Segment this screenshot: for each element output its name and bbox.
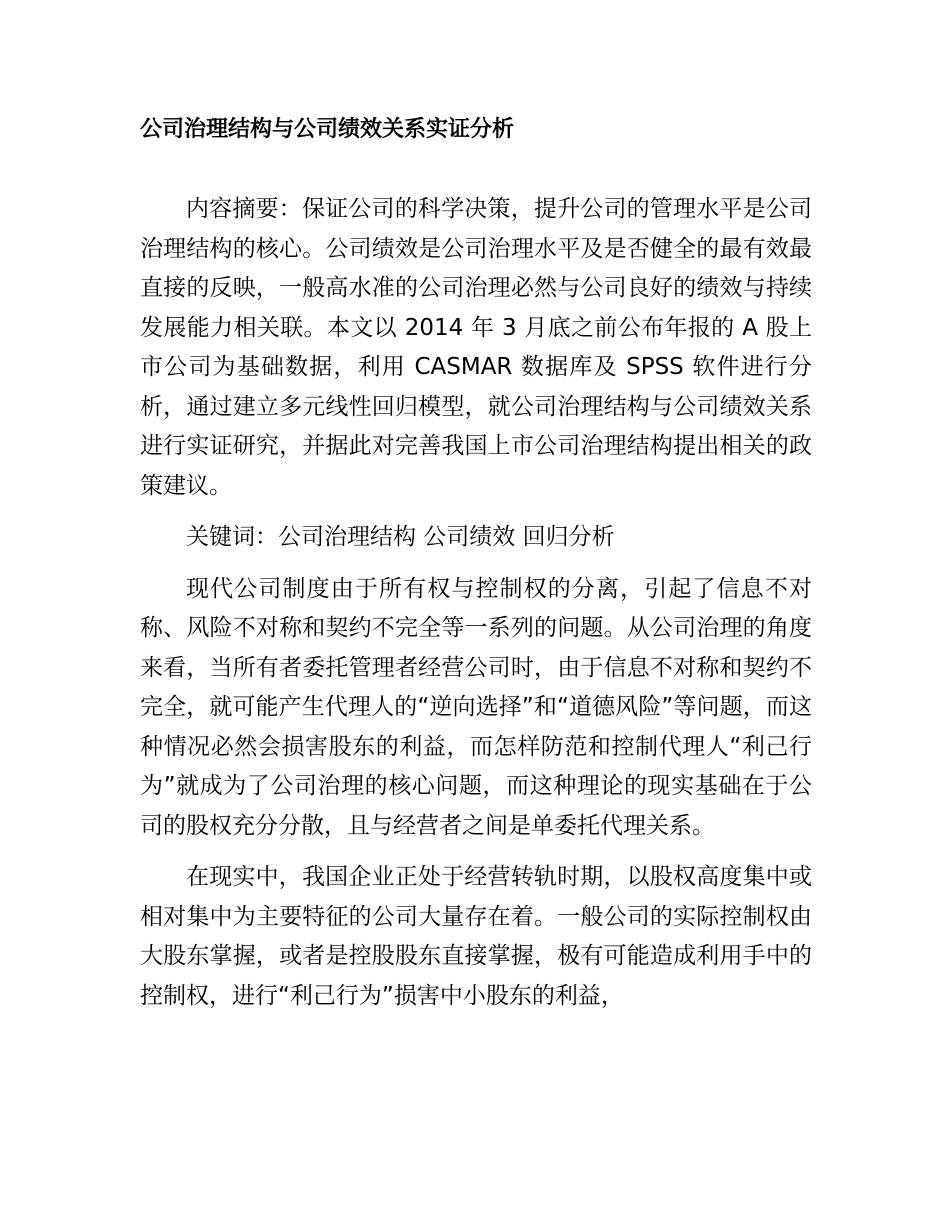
document-page	[140, 110, 812, 1028]
keywords-line: 关键词：公司治理结构 公司绩效 回归分析	[186, 524, 615, 550]
document-title: 公司治理结构与公司绩效关系实证分析	[140, 117, 515, 142]
body-paragraph-2: 在现实中，我国企业正处于经营转轨时期，以股权高度集中或相对集中为主要特征的公司大量存在着。一般公司的实际控制权由大股东掌握，或者是控股股东直接掌握，极有可能造成利用手中的控制权，进行“利己行为”损害中小股东的利益，	[140, 864, 812, 1009]
abstract-paragraph: 内容摘要：保证公司的科学决策，提升公司的管理水平是公司治理结构的核心。公司绩效是公司治理水平及是否健全的最有效最直接的反映，一般高水准的公司治理必然与公司良好的绩效与持续发展能力相关联。本文以 2014 年 3 月底之前公布年报的 A 股上市公司为基础数据，利用 CASMAR 数据库及 SPSS 软件进行分析，通过建立多元线性回归模型，就公司治理结构与公司绩效关系进行实证研究，并据此对完善我国上市公司治理结构提出相关的政策建议。	[140, 196, 812, 499]
body-paragraph-1: 现代公司制度由于所有权与控制权的分离，引起了信息不对称、风险不对称和契约不完全等一系列的问题。从公司治理的角度来看，当所有者委托管理者经营公司时，由于信息不对称和契约不完全，就可能产生代理人的“逆向选择”和“道德风险”等问题，而这种情况必然会损害股东的利益，而怎样防范和控制代理人“利己行为”就成为了公司治理的核心问题，而这种理论的现实基础在于公司的股权充分分散，且与经营者之间是单委托代理关系。	[140, 575, 812, 839]
